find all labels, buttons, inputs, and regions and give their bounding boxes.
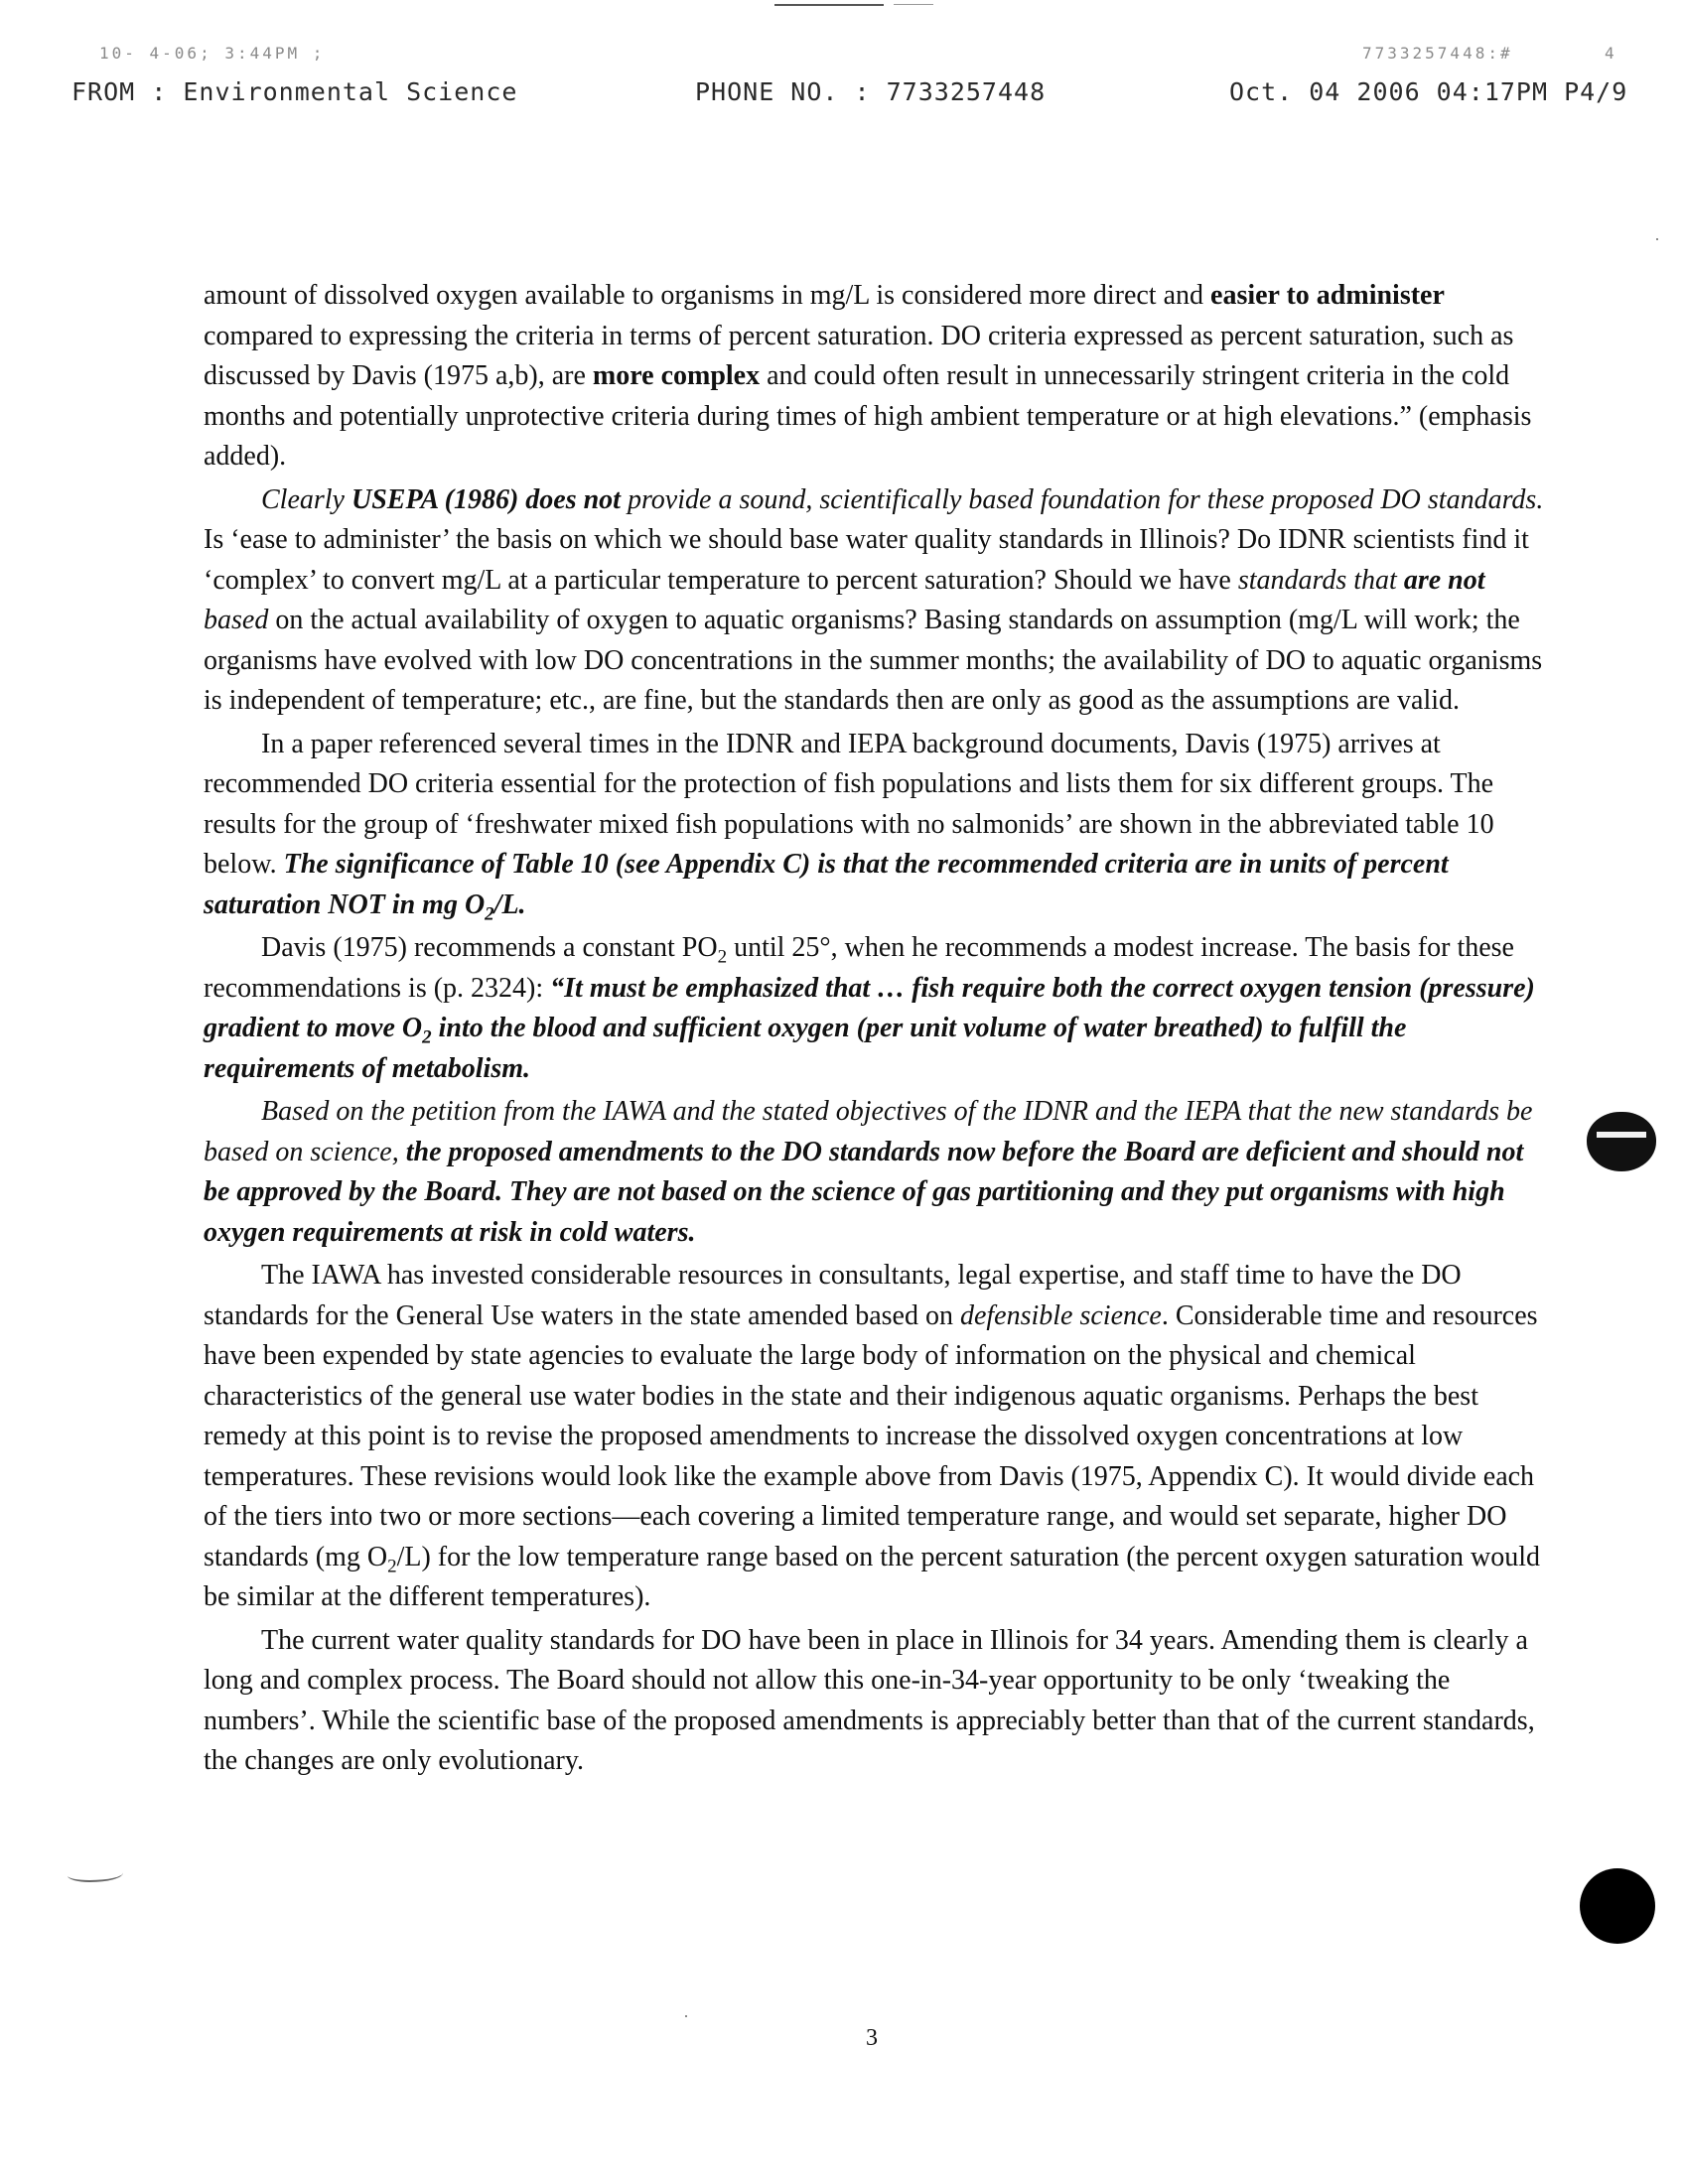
scan-speck	[685, 2015, 687, 2017]
text-run: /L) for the low temperature range based on the percent saturation (the percent oxygen saturation would be similar at the different temperatures).	[204, 1541, 1541, 1612]
subscript: 2	[387, 1556, 397, 1577]
paragraph-davis-table	[204, 725, 1554, 926]
emphasis-text: more complex	[592, 360, 761, 391]
fax-scan-mark	[774, 4, 884, 6]
subscript: 2	[422, 1026, 432, 1048]
fax-transmission-stamp: 10- 4-06; 3:44PM ;	[99, 44, 326, 63]
quoted-text: into the blood and sufficient oxygen (per unit volume of water breathed) to fulfill the requirements of metabolism.	[204, 1013, 1407, 1084]
text-run: and could often result in unnecessarily stringent criteria in the cold months and potentially unprotective criteria during times of high ambient temperature or at high elevations.” (emphasis added).	[204, 360, 1532, 472]
italic-text: based	[204, 605, 269, 635]
paragraph-iawa	[204, 1256, 1554, 1618]
text-run: on the actual availability of oxygen to aquatic organisms? Basing standards on assumption (mg/L will work; the organisms have evolved with low DO concentrations in the summer months; the availability of DO to aquatic organisms is independent of temperature; etc., are fine, but the standards then are only as good as the assumptions are valid.	[204, 605, 1543, 716]
scan-smudge	[68, 1866, 123, 1882]
paragraph-continuation	[204, 276, 1554, 478]
subscript: 2	[485, 903, 494, 925]
italic-text: provide a sound, scientifically based foundation for these proposed DO standards.	[620, 483, 1544, 515]
bold-italic-text: are not	[1403, 564, 1485, 596]
bold-italic-text: the proposed amendments to the DO standards now before the Board are deficient and should not be approved by the Board. They are not based on the science of gas partitioning and they put organisms with high oxygen requirements at risk in cold waters.	[204, 1136, 1524, 1248]
bold-italic-text: USEPA (1986) does not	[351, 483, 621, 515]
fax-header-date: Oct. 04 2006 04:17PM P4/9	[1229, 77, 1628, 106]
bold-italic-text: /L.	[493, 888, 526, 920]
text-run: Davis (1975) recommends a constant PO	[261, 932, 718, 963]
text-run: In a paper referenced several times in the IDNR and IEPA background documents, Davis (1975) arrives at recommended DO criteria essential for the protection of fish populations and lists them for six different groups. The results for the group of ‘freshwater mixed fish populations with no salmonids’ are shown in the abbreviated table 10 below.	[204, 728, 1494, 880]
italic-text: Based on the petition from the IAWA and the stated objectives of the IDNR and the IEPA that the new standards be based on science,	[204, 1096, 1533, 1167]
fax-header-from: FROM : Environmental Science	[71, 77, 518, 106]
fax-transmission-number: 7733257448:#	[1362, 44, 1513, 63]
italic-text: Clearly	[261, 483, 351, 515]
italic-text: defensible science	[959, 1299, 1162, 1331]
page-number: 3	[866, 2025, 878, 2051]
text-run: amount of dissolved oxygen available to organisms in mg/L is considered more direct and	[204, 280, 1211, 311]
fax-scan-mark	[894, 4, 933, 5]
paragraph-conclusion	[204, 1621, 1554, 1782]
emphasis-text: easier to administer	[1210, 280, 1445, 311]
text-run: until 25°, when he recommends a modest increase. The basis for these recommendations is (p. 2324):	[204, 932, 1514, 1004]
italic-text: standards that	[1237, 564, 1404, 596]
binder-hole-mark	[1580, 1868, 1655, 1944]
text-run: The IAWA has invested considerable resources in consultants, legal expertise, and staff time to have the DO standards for the General Use waters in the state amended based on	[204, 1260, 1462, 1331]
text-run: The current water quality standards for DO have been in place in Illinois for 34 years. Amending them is clearly a long and complex process. The Board should not allow this one-in-34-year opportunity to be only ‘tweaking the numbers’. While the scientific base of the proposed amendments is appreciably better than that of the current standards, the changes are only evolutionary.	[204, 1624, 1535, 1776]
paragraph-davis-po2	[204, 928, 1554, 1089]
text-run: Is ‘ease to administer’ the basis on which we should base water quality standards in Illinois? Do IDNR scientists find it ‘complex’ to convert mg/L at a particular temperature to percent saturation? Should we have	[204, 524, 1529, 596]
document-body	[204, 276, 1554, 1785]
binder-hole-mark	[1587, 1112, 1656, 1171]
bold-italic-text: The significance of Table 10 (see Appendix C) is that the recommended criteria are in units of percent saturation NOT in mg O	[204, 849, 1449, 920]
scan-speck	[1656, 238, 1658, 240]
paragraph-petition	[204, 1092, 1554, 1253]
fax-transmission-page: 4	[1605, 44, 1617, 63]
paragraph-usepa	[204, 480, 1554, 722]
fax-header-phone: PHONE NO. : 7733257448	[695, 77, 1047, 106]
text-run: . Considerable time and resources have been expended by state agencies to evaluate the large body of information on the physical and chemical characteristics of the general use water bodies in the state and their indigenous aquatic organisms. Perhaps the best remedy at this point is to revise the proposed amendments to increase the dissolved oxygen concentrations at low temperatures. These revisions would look like the example above from Davis (1975, Appendix C). It would divide each of the tiers into two or more sections—each covering a limited temperature range, and would set separate, higher DO standards (mg O	[204, 1299, 1538, 1572]
text-run: compared to expressing the criteria in terms of percent saturation. DO criteria expressed as percent saturation, such as discussed by Davis (1975 a,b), are	[204, 320, 1514, 391]
subscript: 2	[717, 946, 728, 968]
quoted-text: “It must be emphasized that … fish require both the correct oxygen tension (pressure) gradient to move O	[204, 972, 1535, 1043]
